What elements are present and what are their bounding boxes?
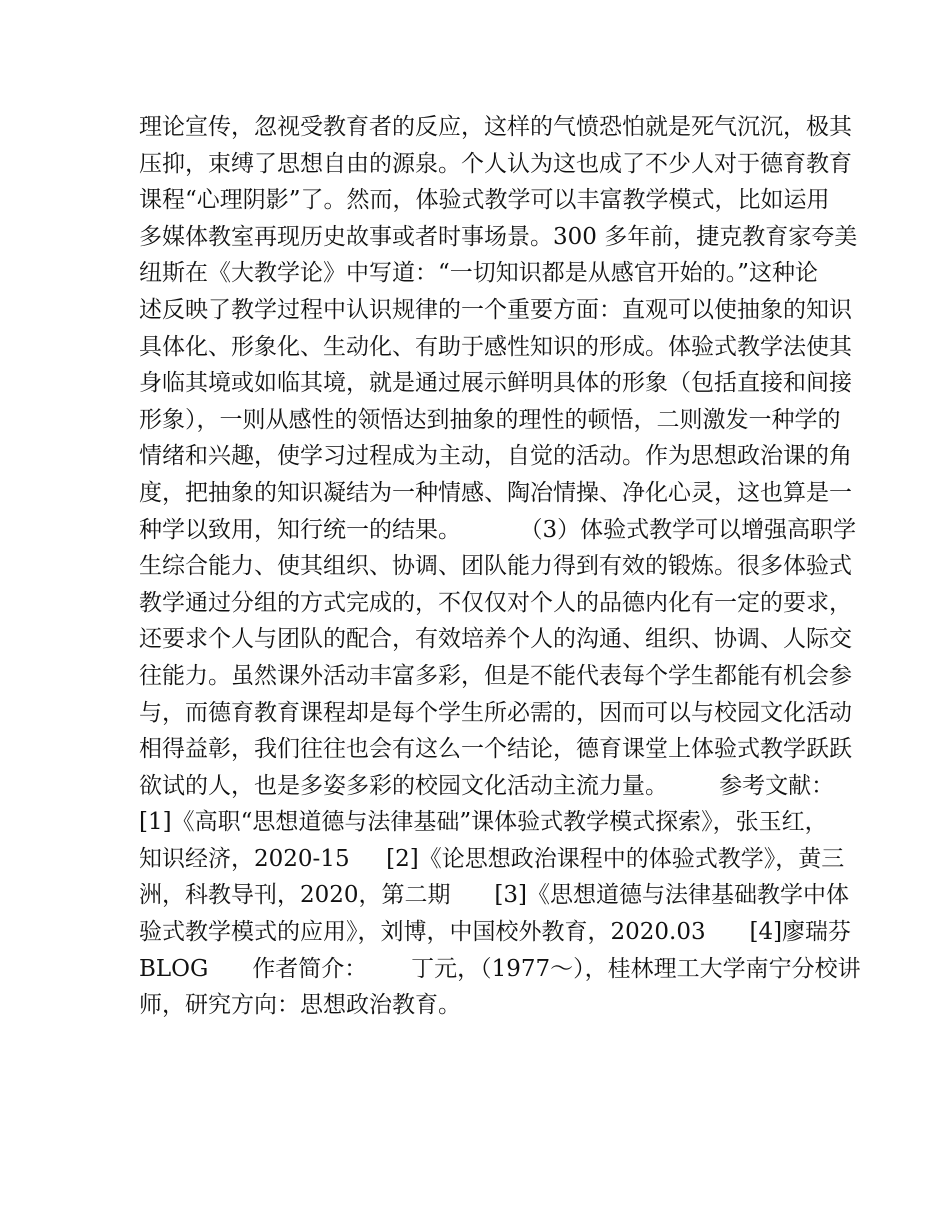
text-line: 情绪和兴趣，使学习过程成为主动，自觉的活动。作为思想政治课的角 bbox=[139, 443, 852, 470]
text-line: 与，而德育教育课程却是每个学生所必需的，因而可以与校园文化活动 bbox=[139, 699, 852, 726]
author-line: 师，研究方向：思想政治教育。 bbox=[139, 992, 461, 1019]
text-line: 相得益彰，我们往往也会有这么一个结论，德育课堂上体验式教学跃跃 bbox=[139, 736, 852, 763]
reference-line: 洲，科教导刊，2020，第二期 [3]《思想道德与法律基础教学中体 bbox=[139, 882, 849, 909]
author-line: BLOG 作者简介： 丁元，（1977～），桂林理工大学南宁分校讲 bbox=[139, 955, 861, 982]
text-line: 纽斯在《大教学论》中写道：“一切知识都是从感官开始的。”这种论 bbox=[139, 260, 819, 287]
reference-line: 验式教学模式的应用》，刘博，中国校外教育，2020.03 [4]廖瑞芬 bbox=[139, 919, 852, 946]
text-line: 身临其境或如临其境，就是通过展示鲜明具体的形象（包括直接和间接 bbox=[139, 370, 852, 397]
text-line: 压抑，束缚了思想自由的源泉。个人认为这也成了不少人对于德育教育 bbox=[139, 150, 852, 177]
text-line: 多媒体教室再现历史故事或者时事场景。300 多年前，捷克教育家夸美 bbox=[139, 223, 858, 250]
text-line: 还要求个人与团队的配合，有效培养个人的沟通、组织、协调、人际交 bbox=[139, 626, 852, 653]
reference-line: [1]《高职“思想道德与法律基础”课体验式教学模式探索》，张玉红， bbox=[139, 809, 828, 836]
text-line: 形象），一则从感性的领悟达到抽象的理性的顿悟，二则激发一种学的 bbox=[139, 406, 841, 433]
text-line: 往能力。虽然课外活动丰富多彩，但是不能代表每个学生都能有机会参 bbox=[139, 662, 852, 689]
text-line: 度，把抽象的知识凝结为一种情感、陶冶情操、净化心灵，这也算是一 bbox=[139, 479, 852, 506]
text-line: 理论宣传，忽视受教育者的反应，这样的气愤恐怕就是死气沉沉，极其 bbox=[139, 114, 852, 140]
text-line: 课程“心理阴影”了。然而，体验式教学可以丰富教学模式，比如运用 bbox=[139, 187, 830, 214]
text-line: 生综合能力、使其组织、协调、团队能力得到有效的锻炼。很多体验式 bbox=[139, 553, 852, 580]
body-text bbox=[139, 109, 861, 1024]
text-line: 欲试的人，也是多姿多彩的校园文化活动主流力量。 参考文献： bbox=[139, 772, 835, 799]
text-line: 教学通过分组的方式完成的，不仅仅对个人的品德内化有一定的要求， bbox=[139, 589, 852, 616]
text-line: 具体化、形象化、生动化、有助于感性知识的形成。体验式教学法使其 bbox=[139, 333, 852, 360]
text-line: 述反映了教学过程中认识规律的一个重要方面：直观可以使抽象的知识 bbox=[139, 296, 852, 323]
reference-line: 知识经济，2020-15 [2]《论思想政治课程中的体验式教学》，黄三 bbox=[139, 845, 845, 872]
text-line: 种学以致用，知行统一的结果。 （3）体验式教学可以增强高职学 bbox=[139, 516, 857, 543]
